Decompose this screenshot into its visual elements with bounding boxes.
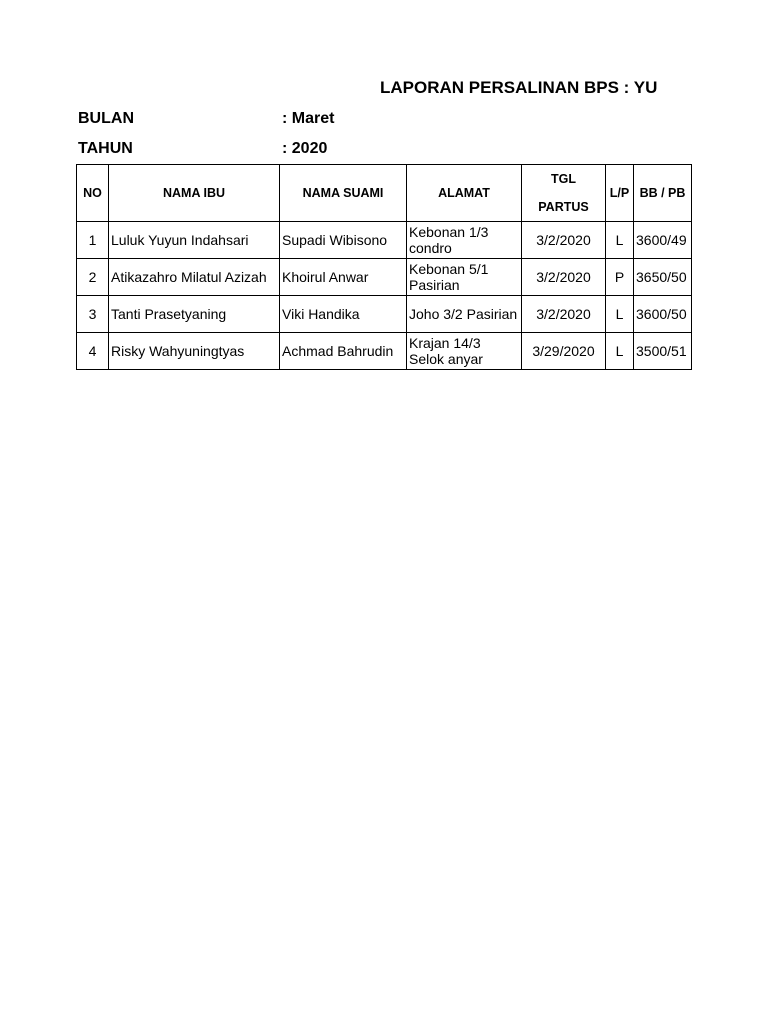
header-nama-suami: NAMA SUAMI: [280, 165, 407, 222]
cell-lp: L: [606, 296, 634, 333]
cell-alamat-line1: Kebonan 5/1: [409, 261, 489, 277]
header-tgl-top: TGL: [551, 172, 576, 186]
cell-alamat: [407, 333, 522, 370]
report-title: LAPORAN PERSALINAN BPS : YU: [380, 78, 658, 97]
cell-no: 4: [77, 333, 109, 370]
cell-alamat-line2: Pasirian: [409, 277, 460, 293]
cell-lp: L: [606, 333, 634, 370]
table-row: [77, 333, 692, 370]
table-row: [77, 259, 692, 296]
cell-bbpb: 3650/50: [634, 259, 692, 296]
cell-tgl-partus: 3/2/2020: [522, 259, 606, 296]
cell-bbpb: 3600/50: [634, 296, 692, 333]
cell-no: 1: [77, 222, 109, 259]
cell-tgl-partus: 3/29/2020: [522, 333, 606, 370]
cell-bbpb: 3600/49: [634, 222, 692, 259]
cell-tgl-partus: 3/2/2020: [522, 296, 606, 333]
header-tgl-bottom: PARTUS: [538, 200, 589, 214]
header-alamat: ALAMAT: [407, 165, 522, 222]
header-nama-ibu: NAMA IBU: [109, 165, 280, 222]
tahun-label: TAHUN: [78, 140, 133, 157]
tahun-value: : 2020: [282, 140, 328, 157]
cell-nama-suami: Khoirul Anwar: [280, 259, 407, 296]
table-header-row: [77, 165, 692, 222]
cell-nama-suami: Viki Handika: [280, 296, 407, 333]
bulan-label: BULAN: [78, 110, 134, 127]
cell-alamat: [407, 222, 522, 259]
cell-alamat-line1: Krajan 14/3: [409, 335, 481, 351]
header-tgl-partus: [522, 165, 606, 222]
cell-tgl-partus: 3/2/2020: [522, 222, 606, 259]
persalinan-table: [76, 164, 692, 370]
cell-lp: L: [606, 222, 634, 259]
cell-nama-suami: Supadi Wibisono: [280, 222, 407, 259]
cell-nama-ibu: Risky Wahyuningtyas: [109, 333, 280, 370]
bulan-value: : Maret: [282, 110, 335, 127]
cell-no: 2: [77, 259, 109, 296]
cell-alamat: [407, 259, 522, 296]
cell-alamat: Joho 3/2 Pasirian: [407, 296, 522, 333]
header-no: NO: [77, 165, 109, 222]
cell-bbpb: 3500/51: [634, 333, 692, 370]
cell-nama-ibu: Tanti Prasetyaning: [109, 296, 280, 333]
table-row: [77, 222, 692, 259]
cell-alamat-line2: condro: [409, 240, 452, 256]
header-bbpb: BB / PB: [634, 165, 692, 222]
cell-nama-suami: Achmad Bahrudin: [280, 333, 407, 370]
cell-lp: P: [606, 259, 634, 296]
header-lp: L/P: [606, 165, 634, 222]
cell-nama-ibu: Atikazahro Milatul Azizah: [109, 259, 280, 296]
cell-alamat-line2: Selok anyar: [409, 351, 483, 367]
table-row: [77, 296, 692, 333]
cell-no: 3: [77, 296, 109, 333]
cell-alamat-line1: Kebonan 1/3: [409, 224, 489, 240]
cell-nama-ibu: Luluk Yuyun Indahsari: [109, 222, 280, 259]
